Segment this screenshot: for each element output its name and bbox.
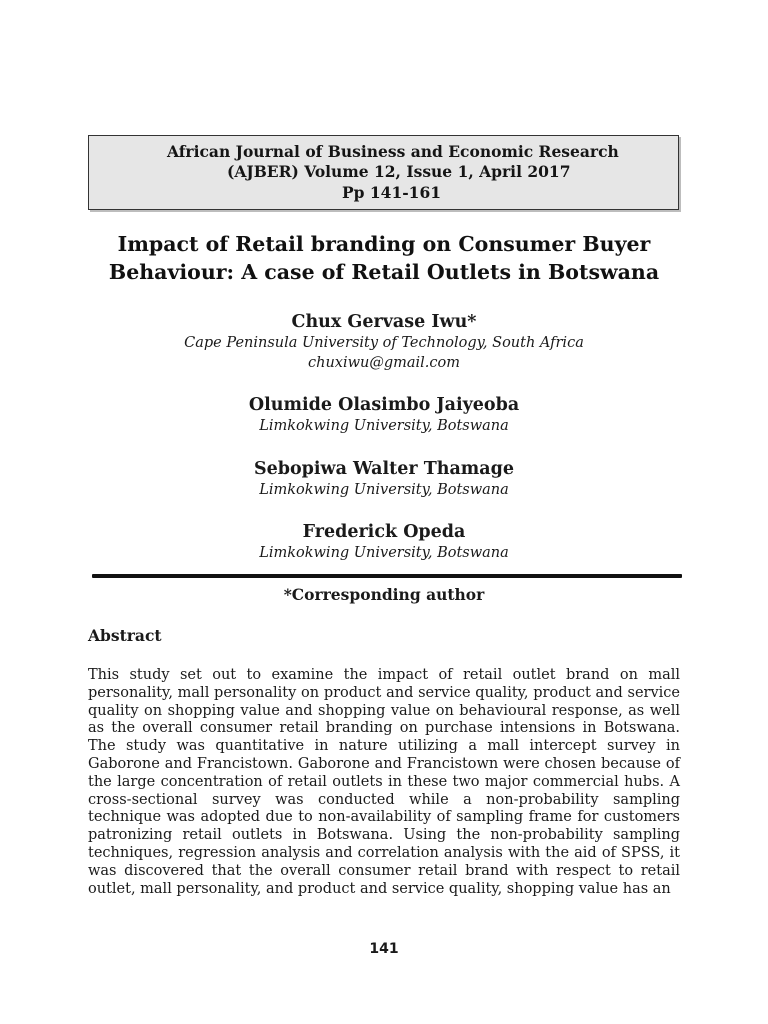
paper-title-line-1: Impact of Retail branding on Consumer Buyer [117,232,651,256]
abstract-text: This study set out to examine the impact of retail outlet brand on mall personality, mall personality on product and service quality, product and service quality on shopping value and shopping value on behavioural response, as well as the overall consumer retail branding on purchase intensions in Botswana. The study was quantitative in nature utilizing a mall intercept survey in Gaborone and Francistown. Gaborone and Francistown were chosen because of the large concentration of retail outlets in these two major commercial hubs. A cross-sectional survey was conducted while a non-probability sampling technique was adopted due to non-availability of sampling frame for customers patronizing retail outlets in Botswana. Using the non-probability sampling techniques, regression analysis and correlation analysis with the aid of SPSS, it was discovered that the overall consumer retail brand with respect to retail outlet, mall personality, and product and service quality, shopping value has an [88,667,680,897]
author-affiliation: Limkokwing University, Botswana [259,418,509,434]
section-divider [92,574,682,578]
author-block [60,394,708,436]
corresponding-author-note: *Corresponding author [283,585,485,604]
author-block [60,311,708,373]
abstract-heading: Abstract [88,626,162,645]
author-name: Olumide Olasimbo Jaiyeoba [248,395,520,415]
journal-name: African Journal of Business and Economic Research [167,142,619,161]
author-affiliation: Cape Peninsula University of Technology, South Africa [184,335,584,351]
author-name: Frederick Opeda [302,522,466,542]
page-number: 141 [369,941,399,957]
journal-pages: Pp 141-161 [342,183,442,202]
author-email[interactable]: chuxiwu@gmail.com [307,355,461,371]
paper-title-line-2: Behaviour: A case of Retail Outlets in Botswana [108,260,660,284]
journal-citation-box [88,135,679,210]
author-affiliation: Limkokwing University, Botswana [259,545,509,561]
author-block [60,458,708,500]
journal-volume-issue: (AJBER) Volume 12, Issue 1, April 2017 [227,162,571,181]
author-name: Sebopiwa Walter Thamage [253,459,515,479]
author-name: Chux Gervase Iwu* [291,312,477,332]
author-affiliation: Limkokwing University, Botswana [259,482,509,498]
author-block [60,521,708,563]
paper-title [60,230,708,286]
